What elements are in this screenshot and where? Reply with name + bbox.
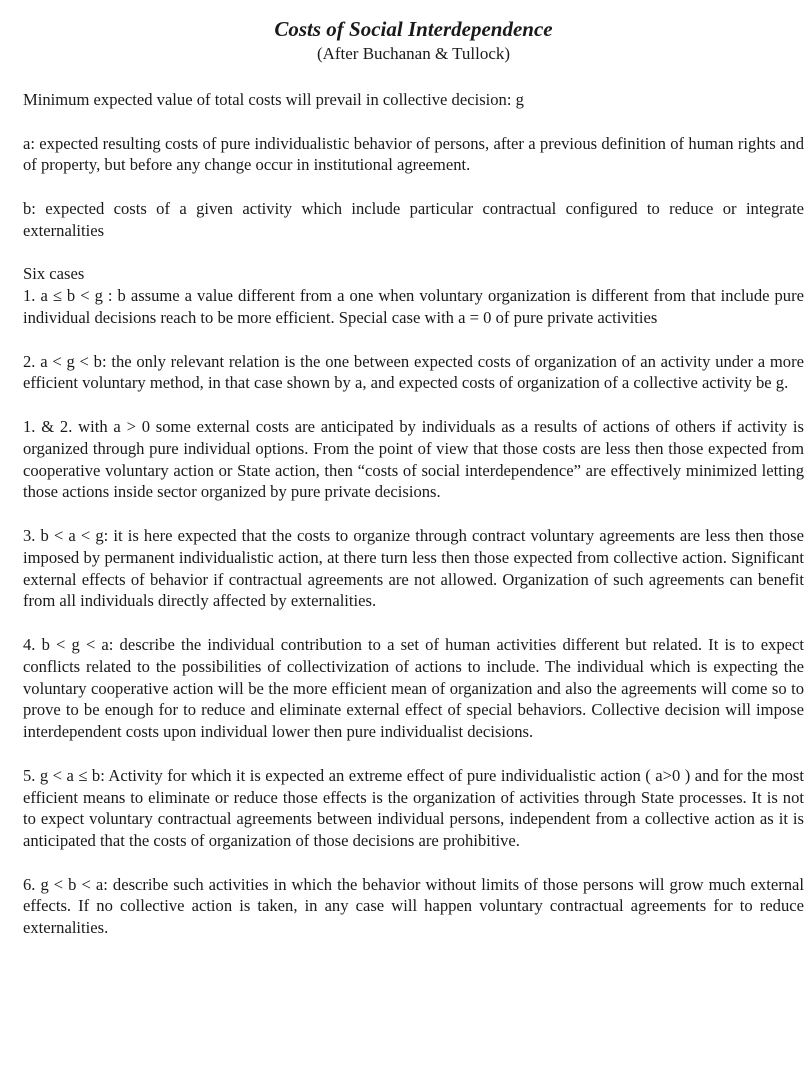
case-2-paragraph: 2. a < g < b: the only relevant relation is the one between expected costs of organization of an activity under a more efficient voluntary method, in that case shown by a, and expected costs of organization of a collective activity be g. — [23, 351, 804, 393]
document-page — [23, 15, 804, 961]
case-3-paragraph: 3. b < a < g: it is here expected that the costs to organize through contract voluntary agreements are less then those imposed by permanent individualistic action, at there turn less then those expected from collective action. Significant external effects of behavior if contractual agreements are not allowed. Organization of such agreements can benefit from all individuals directly affected by externalities. — [23, 525, 804, 611]
document-title: Costs of Social Interdependence — [274, 17, 553, 41]
case-6-paragraph: 6. g < b < a: describe such activities in which the behavior without limits of those persons will grow much external effects. If no collective action is taken, in any case will happen voluntary contractual agreements for to reduce externalities. — [23, 874, 804, 938]
cases-heading: Six cases — [23, 264, 85, 284]
intro-paragraph: Minimum expected value of total costs will prevail in collective decision: g — [23, 90, 524, 109]
document-subtitle: (After Buchanan & Tullock) — [316, 44, 511, 63]
case-5-paragraph: 5. g < a ≤ b: Activity for which it is expected an extreme effect of pure individualistic action ( a>0 ) and for the most efficient means to eliminate or reduce those effects is the organization of activities through State processes. It is not to expect voluntary contractual agreements between individual persons, independent from a collective action as it is anticipated that the costs of organization of those decisions are prohibitive. — [23, 765, 804, 851]
case-1-and-2-paragraph: 1. & 2. with a > 0 some external costs are anticipated by individuals as a results of actions of others if activity is organized through pure individual options. From the point of view that those costs are less then those expected from cooperative voluntary action or State action, then “costs of social interdependence” are effectively minimized letting those actions inside sector organized by pure private decisions. — [23, 416, 804, 502]
definition-a-paragraph: a: expected resulting costs of pure individualistic behavior of persons, after a previous definition of human rights and of property, but before any change occur in institutional agreement. — [23, 133, 804, 175]
case-4-paragraph: 4. b < g < a: describe the individual contribution to a set of human activities different but related. It is to expect conflicts related to the possibilities of collectivization of actions to include. The individual which is expecting the voluntary cooperative action will be the more efficient mean of organization and also the agreements will come so to prove to be enough for to reduce and eliminate external effect of special behaviors. Collective decision will impose interdependent costs upon individual lower then pure individualist decisions. — [23, 634, 804, 742]
case-1-paragraph: 1. a ≤ b < g : b assume a value different from a one when voluntary organization is different from that include pure individual decisions reach to be more efficient. Special case with a = 0 of pure private activities — [23, 286, 804, 327]
definition-b-paragraph: b: expected costs of a given activity which include particular contractual configured to reduce or integrate externalities — [23, 198, 804, 240]
